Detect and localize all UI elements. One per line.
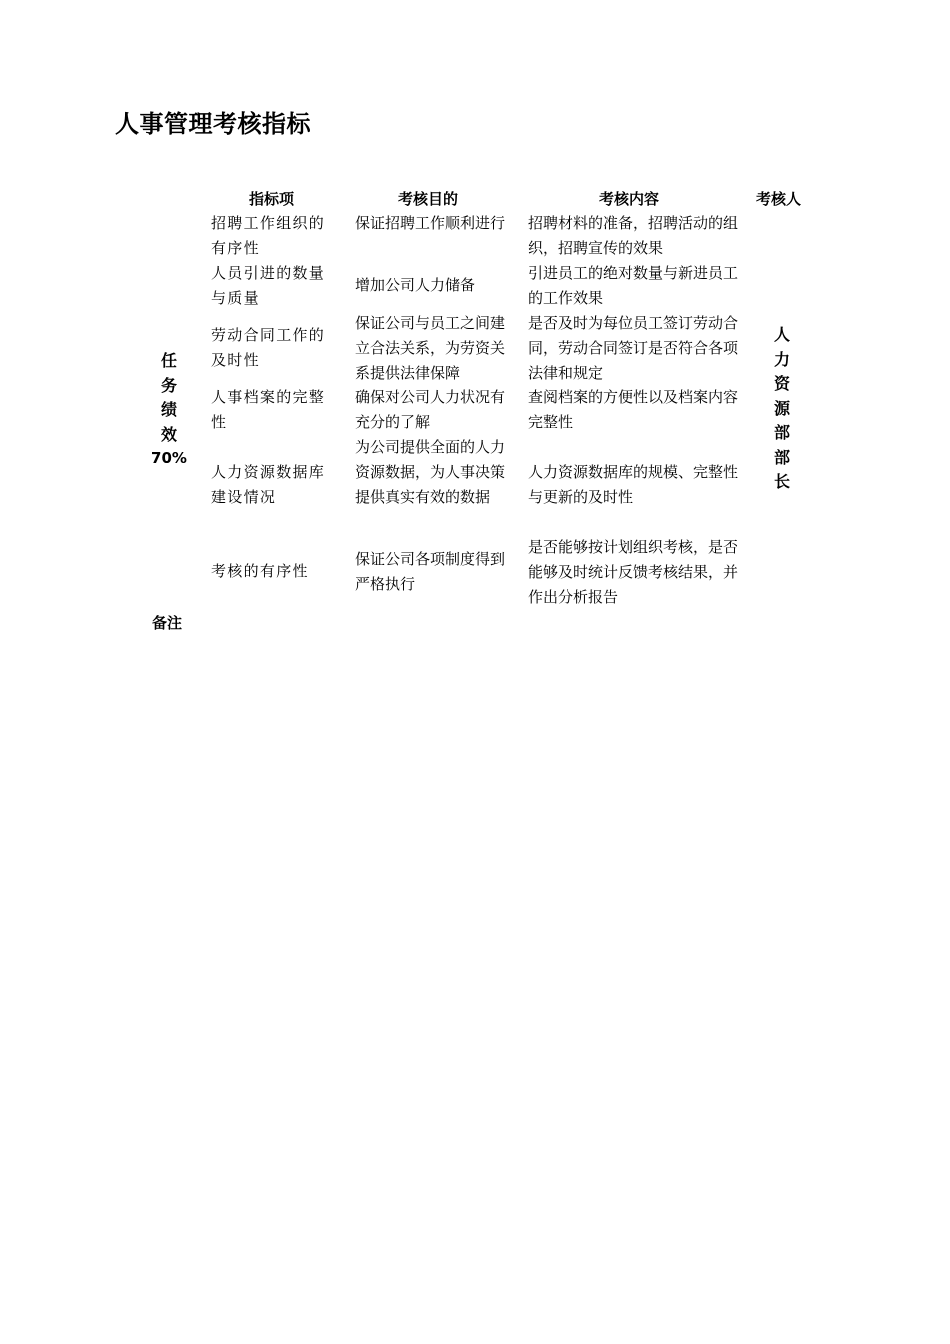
category-char: 任: [160, 351, 177, 370]
row-1-purpose: 保证招聘工作顺利进行: [355, 214, 506, 232]
row-4-purpose: 确保对公司人力状况有充分的了解: [355, 388, 506, 431]
page-title: 人事管理考核指标: [115, 110, 311, 138]
row-6-indicator: 考核的有序性: [211, 562, 309, 580]
category-label: [154, 349, 184, 447]
header-assessor: 考核人: [756, 190, 802, 208]
row-4-indicator: 人事档案的完整性: [211, 388, 326, 431]
assessor-char: 部: [773, 423, 790, 442]
row-6-purpose: 保证公司各项制度得到严格执行: [355, 550, 506, 593]
assessor-char: 资: [773, 374, 790, 393]
row-5-indicator: 人力资源数据库建设情况: [211, 463, 326, 506]
row-2-indicator: 人员引进的数量与质量: [211, 264, 326, 307]
row-5-purpose: 为公司提供全面的人力资源数据，为人事决策提供真实有效的数据: [355, 438, 506, 506]
category-char: 绩: [160, 400, 177, 419]
row-1-indicator: 招聘工作组织的有序性: [211, 214, 326, 257]
note-label: 备注: [152, 614, 183, 632]
assessor-char: 人: [773, 325, 790, 344]
category-char: 效: [160, 424, 177, 444]
row-5-content: 人力资源数据库的规模、完整性与更新的及时性: [528, 463, 739, 506]
header-purpose: 考核目的: [398, 190, 459, 208]
row-1-content: 招聘材料的准备，招聘活动的组织，招聘宣传的效果: [528, 214, 739, 257]
row-2-content: 引进员工的绝对数量与新进员工的工作效果: [528, 264, 739, 307]
assessor-char: 力: [773, 349, 790, 369]
assessor-char: 长: [773, 472, 790, 491]
row-3-content: 是否及时为每位员工签订劳动合同，劳动合同签订是否符合各项法律和规定: [528, 314, 739, 382]
row-3-purpose: 保证公司与员工之间建立合法关系，为劳资关系提供法律保障: [355, 314, 506, 382]
header-indicator: 指标项: [249, 190, 295, 208]
row-4-content: 查阅档案的方便性以及档案内容完整性: [528, 388, 739, 431]
row-2-purpose: 增加公司人力储备: [355, 276, 476, 294]
assessor-char: 部: [773, 447, 790, 467]
row-3-indicator: 劳动合同工作的及时性: [211, 326, 326, 369]
assessor-char: 源: [773, 398, 790, 418]
category-char: 务: [160, 375, 177, 395]
assessor-vertical: [767, 323, 797, 495]
row-6-content: 是否能够按计划组织考核，是否能够及时统计反馈考核结果，并作出分析报告: [528, 538, 739, 606]
header-content: 考核内容: [599, 190, 660, 208]
category-weight: 70%: [151, 449, 187, 467]
